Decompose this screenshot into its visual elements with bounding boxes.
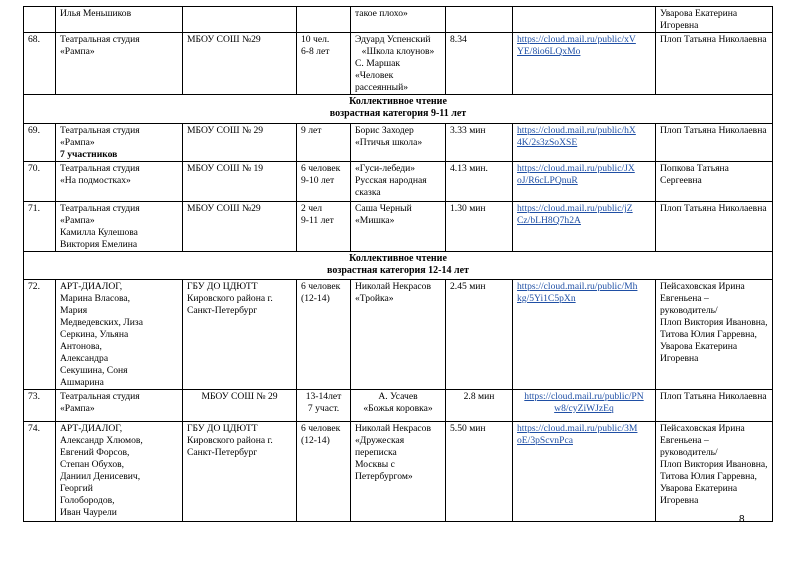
cell-age: 6 человек 9-10 лет bbox=[297, 162, 351, 202]
page-number: 8 bbox=[739, 514, 745, 525]
cell-link bbox=[513, 390, 656, 422]
cell-group: Илья Меньшиков bbox=[56, 7, 183, 33]
cell-teacher: Уварова Екатерина Игоревна bbox=[656, 7, 773, 33]
cell-group: Театральная студия «Рампа» bbox=[56, 390, 183, 422]
cell-work: Николай Некрасов «Тройка» bbox=[351, 280, 446, 390]
video-link[interactable]: https://cloud.mail.ru/public/hX 4K/2s3zSoXSE bbox=[517, 125, 636, 148]
cell-work: Саша Черный «Мишка» bbox=[351, 202, 446, 252]
cell-group: Театральная студия «Рампа» Камилла Кулешова Виктория Емелина bbox=[56, 202, 183, 252]
section-heading: Коллективное чтение возрастная категория 9-11 лет bbox=[24, 95, 773, 124]
cell-time: 2.45 мин bbox=[446, 280, 513, 390]
cell-link bbox=[513, 280, 656, 390]
cell-time: 8.34 bbox=[446, 33, 513, 95]
cell-org: ГБУ ДО ЦДЮТТ Кировского района г. Санкт-Петербург bbox=[183, 422, 297, 522]
cell-age: 10 чел. 6-8 лет bbox=[297, 33, 351, 95]
table-row bbox=[24, 390, 773, 422]
cell-work: Эдуард Успенский «Школа клоунов» С. Маршак «Человек рассеянный» bbox=[351, 33, 446, 95]
cell-teacher: Плоп Татьяна Николаевна bbox=[656, 390, 773, 422]
table-row bbox=[24, 162, 773, 202]
cell-age: 2 чел 9-11 лет bbox=[297, 202, 351, 252]
cell-num bbox=[24, 7, 56, 33]
cell-group: Театральная студия «Рампа» bbox=[56, 33, 183, 95]
cell-num: 73. bbox=[24, 390, 56, 422]
cell-work: А. Усачев «Божья коровка» bbox=[351, 390, 446, 422]
cell-num: 68. bbox=[24, 33, 56, 95]
cell-group: Театральная студия «Рампа» 7 участников bbox=[56, 124, 183, 162]
cell-link bbox=[513, 162, 656, 202]
cell-age: 9 лет bbox=[297, 124, 351, 162]
table-row bbox=[24, 202, 773, 252]
video-link[interactable]: https://cloud.mail.ru/public/3M oE/3pScvnPca bbox=[517, 423, 638, 446]
cell-org: МБОУ СОШ №29 bbox=[183, 202, 297, 252]
section-row bbox=[24, 95, 773, 124]
table-row bbox=[24, 422, 773, 522]
video-link[interactable]: https://cloud.mail.ru/public/Mh kg/5Yi1C5pXn bbox=[517, 281, 638, 304]
cell-work: Борис Заходер «Птичья школа» bbox=[351, 124, 446, 162]
cell-work: Николай Некрасов «Дружеская переписка Москвы с Петербургом» bbox=[351, 422, 446, 522]
cell-age bbox=[297, 7, 351, 33]
cell-time: 1.30 мин bbox=[446, 202, 513, 252]
cell-org: МБОУ СОШ № 29 bbox=[183, 124, 297, 162]
cell-teacher: Попкова Татьяна Сергеевна bbox=[656, 162, 773, 202]
cell-org: МБОУ СОШ №29 bbox=[183, 33, 297, 95]
cell-link bbox=[513, 33, 656, 95]
cell-age: 6 человек (12-14) bbox=[297, 422, 351, 522]
video-link[interactable]: https://cloud.mail.ru/public/xV YE/8io6LQxMo bbox=[517, 34, 636, 57]
section-row bbox=[24, 252, 773, 280]
cell-num: 69. bbox=[24, 124, 56, 162]
cell-work: «Гуси-лебеди» Русская народная сказка bbox=[351, 162, 446, 202]
cell-num: 74. bbox=[24, 422, 56, 522]
cell-link bbox=[513, 124, 656, 162]
cell-org bbox=[183, 7, 297, 33]
cell-age: 6 человек (12-14) bbox=[297, 280, 351, 390]
video-link[interactable]: https://cloud.mail.ru/public/jZ Cz/bLH8Q7h2A bbox=[517, 203, 633, 226]
cell-num: 72. bbox=[24, 280, 56, 390]
cell-teacher: Плоп Татьяна Николаевна bbox=[656, 202, 773, 252]
cell-link bbox=[513, 7, 656, 33]
cell-teacher: Плоп Татьяна Николаевна bbox=[656, 33, 773, 95]
cell-org: МБОУ СОШ № 29 bbox=[183, 390, 297, 422]
section-heading: Коллективное чтение возрастная категория 12-14 лет bbox=[24, 252, 773, 280]
cell-link bbox=[513, 422, 656, 522]
cell-num: 71. bbox=[24, 202, 56, 252]
video-link[interactable]: https://cloud.mail.ru/public/JX oJ/R6cLPQnuR bbox=[517, 163, 635, 186]
results-table bbox=[23, 6, 773, 522]
cell-age: 13-14лет 7 участ. bbox=[297, 390, 351, 422]
cell-time: 3.33 мин bbox=[446, 124, 513, 162]
cell-teacher: Пейсаховская Ирина Евгеньена – руководитель/ Плоп Виктория Ивановна, Титова Юлия Гарревна, Уварова Екатерина Игоревна bbox=[656, 280, 773, 390]
cell-org: МБОУ СОШ № 19 bbox=[183, 162, 297, 202]
cell-group: Театральная студия «На подмостках» bbox=[56, 162, 183, 202]
table-row bbox=[24, 33, 773, 95]
cell-time: 2.8 мин bbox=[446, 390, 513, 422]
table-row bbox=[24, 7, 773, 33]
table-row bbox=[24, 124, 773, 162]
cell-org: ГБУ ДО ЦДЮТТ Кировского района г. Санкт-Петербург bbox=[183, 280, 297, 390]
table-row bbox=[24, 280, 773, 390]
cell-link bbox=[513, 202, 656, 252]
cell-group: АРТ-ДИАЛОГ, Марина Власова, Мария Медведевских, Лиза Серкина, Ульяна Антонова, Александра Секушина, Соня Ашмарина bbox=[56, 280, 183, 390]
cell-group: АРТ-ДИАЛОГ, Александр Хлюмов, Евгений Форсов, Степан Обухов, Даниил Денисевич, Георгий Голобородов, Иван Чаурели bbox=[56, 422, 183, 522]
cell-time bbox=[446, 7, 513, 33]
cell-work: такое плохо» bbox=[351, 7, 446, 33]
cell-time: 5.50 мин bbox=[446, 422, 513, 522]
cell-teacher: Пейсаховская Ирина Евгеньена – руководитель/ Плоп Виктория Ивановна, Титова Юлия Гарревна, Уварова Екатерина Игоревна bbox=[656, 422, 773, 522]
cell-num: 70. bbox=[24, 162, 56, 202]
video-link[interactable]: https://cloud.mail.ru/public/PN w8/cyZiWJzEq bbox=[524, 391, 644, 414]
cell-teacher: Плоп Татьяна Николаевна bbox=[656, 124, 773, 162]
cell-time: 4.13 мин. bbox=[446, 162, 513, 202]
